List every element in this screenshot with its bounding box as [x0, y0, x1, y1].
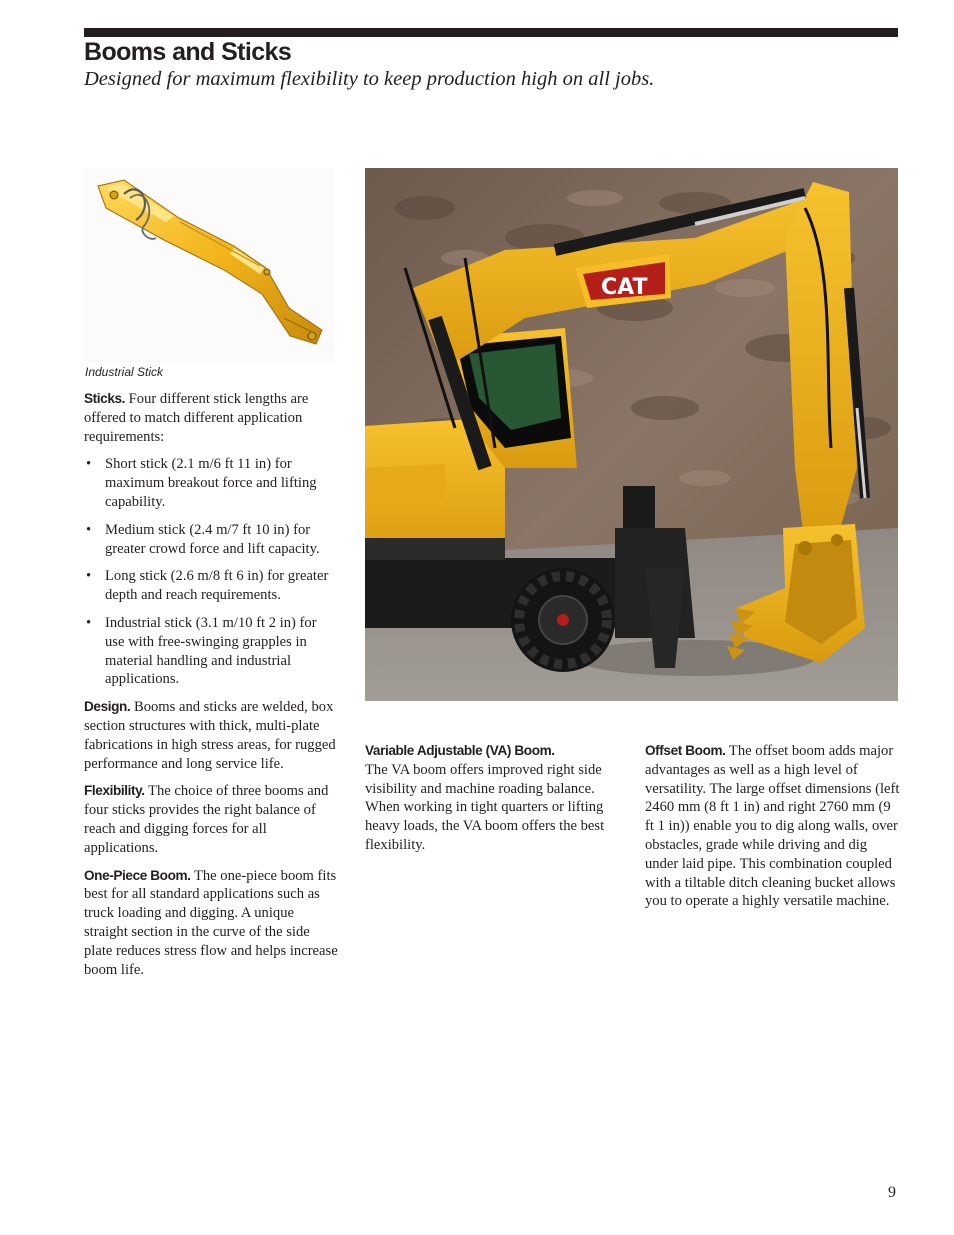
list-item: • Long stick (2.6 m/8 ft 6 in) for greater depth and reach requirements.	[86, 568, 329, 604]
list-item: • Medium stick (2.4 m/7 ft 10 in) for greater crowd force and lift capacity.	[86, 521, 320, 557]
offset-boom-text: The offset boom adds major advantages as well as a high level of versatility. The large offset dimensions (left 2460 mm (8 ft 1 in) and right 2760 mm (9 ft 1 in)) enable you to dig along walls, over obstacles, grade while driving and dig under laid pipe. This combination coupled with a tiltable ditch cleaning bucket allows you to operate a highly versatile machine.	[645, 743, 900, 910]
offset-boom-lead: Offset Boom.	[645, 743, 726, 758]
bullet-icon: •	[86, 614, 92, 631]
flexibility-text: The choice of three booms and four sticks provides the right balance of reach and digging forces for all applications.	[84, 783, 329, 856]
list-item: • Industrial stick (3.1 m/10 ft 2 in) for use with free-swinging grapples in material handling and industrial applications.	[86, 614, 317, 688]
flexibility-paragraph	[84, 782, 339, 857]
one-piece-boom-text: The one-piece boom fits best for all standard applications such as truck loading and digging. A unique straight section in the curve of the side plate reduces stress flow and helps increase boom life.	[84, 867, 338, 978]
va-boom-text: The VA boom offers improved right side visibility and machine roading balance. When working in tight quarters or lifting heavy loads, the VA boom offers the best flexibility.	[365, 761, 605, 853]
flexibility-lead: Flexibility.	[84, 783, 145, 799]
bullet-icon: •	[86, 456, 92, 473]
column-middle	[365, 742, 623, 864]
bullet-icon: •	[86, 568, 92, 585]
design-text: Booms and sticks are welded, box section structures with thick, multi-plate fabrications in high stress areas, for rugged performance and long service life.	[84, 699, 336, 772]
design-paragraph	[84, 698, 339, 773]
va-boom-lead: Variable Adjustable (VA) Boom.	[365, 743, 555, 758]
design-lead: Design.	[84, 699, 131, 715]
sticks-text: Four different stick lengths are offered to match different application requirements:	[84, 391, 309, 445]
column-right	[645, 742, 903, 920]
one-piece-boom-paragraph	[84, 867, 339, 980]
sticks-paragraph	[84, 390, 339, 446]
column-left	[84, 390, 339, 988]
industrial-stick-image	[84, 168, 334, 363]
bullet-icon: •	[86, 521, 92, 538]
stick-lengths-list	[84, 455, 339, 689]
offset-boom-paragraph	[645, 742, 903, 911]
one-piece-boom-lead: One-Piece Boom.	[84, 867, 191, 883]
va-boom-paragraph	[365, 742, 623, 855]
list-item: • Short stick (2.1 m/6 ft 11 in) for maximum breakout force and lifting capability.	[86, 456, 317, 510]
cat-logo-text: CAT	[601, 275, 648, 300]
page-number: 9	[888, 1184, 896, 1201]
wheeled-excavator-photo	[365, 168, 898, 701]
page-title: Booms and Sticks	[84, 38, 292, 66]
page-subtitle: Designed for maximum flexibility to keep production high on all jobs.	[84, 68, 655, 90]
figure-caption: Industrial Stick	[85, 365, 164, 379]
header-rule	[84, 28, 898, 37]
sticks-lead: Sticks.	[84, 391, 126, 406]
